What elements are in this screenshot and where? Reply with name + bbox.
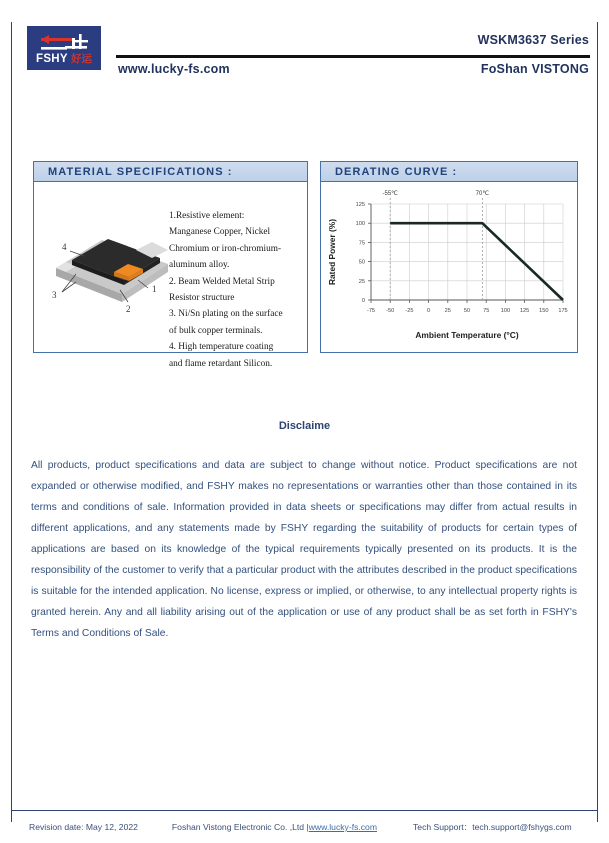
svg-text:2: 2 (126, 304, 131, 314)
svg-text:好运: 好运 (71, 53, 92, 65)
svg-text:100: 100 (500, 308, 511, 314)
svg-text:25: 25 (444, 308, 451, 314)
footer-support-email[interactable]: tech.support@fshygs.com (472, 822, 572, 832)
svg-text:70℃: 70℃ (475, 191, 490, 197)
derating-curve-panel (320, 161, 578, 353)
svg-text:Ambient Temperature (°C): Ambient Temperature (°C) (415, 330, 519, 340)
derating-panel-title: DERATING CURVE : (335, 165, 458, 178)
footer-website-link[interactable]: www.lucky-fs.com (308, 822, 377, 832)
footer-revision-date: Revision date: May 12, 2022 (29, 822, 138, 832)
resistor-3d-graphic (40, 206, 180, 326)
svg-text:-25: -25 (405, 308, 414, 314)
material-line: of bulk copper terminals. (169, 325, 263, 336)
svg-text:125: 125 (519, 308, 530, 314)
svg-text:100: 100 (355, 221, 365, 228)
footer-support-label: Tech Support： (413, 822, 473, 832)
svg-text:50: 50 (358, 259, 365, 266)
page-footer (11, 813, 598, 841)
material-line: Resistor structure (169, 293, 235, 304)
derating-panel-header (321, 162, 577, 182)
material-panel-body (34, 182, 307, 369)
material-specifications-panel (33, 161, 308, 369)
material-line: Manganese Copper, Nickel (169, 227, 271, 238)
svg-text:3: 3 (52, 290, 57, 300)
svg-text:0: 0 (361, 298, 365, 304)
fshy-logo (27, 26, 101, 70)
svg-text:1: 1 (152, 284, 157, 294)
footer-divider (11, 810, 598, 811)
material-line: 1.Resistive element: (169, 211, 245, 221)
material-line: 2. Beam Welded Metal Strip (169, 276, 275, 287)
logo-graphic (27, 26, 101, 70)
svg-text:FSHY: FSHY (36, 53, 68, 65)
resistor-illustration (40, 206, 180, 326)
svg-text:125: 125 (355, 202, 365, 208)
svg-text:50: 50 (463, 308, 471, 314)
derating-chart-svg (321, 182, 577, 352)
material-panel-header (34, 162, 307, 182)
material-line: Chromium or iron-chromium- (169, 243, 282, 254)
material-line: aluminum alloy. (169, 260, 230, 271)
page-header (0, 0, 609, 100)
derating-chart (321, 182, 577, 352)
material-panel-title: MATERIAL SPECIFICATIONS : (48, 165, 233, 178)
derating-panel-body (321, 182, 577, 352)
svg-text:Rated Power (%): Rated Power (%) (327, 218, 337, 286)
header-website: www.lucky-fs.com (118, 62, 230, 76)
material-text-block (169, 208, 305, 372)
header-company: FoShan VISTONG (480, 62, 589, 76)
material-line: 4. High temperature coating (169, 342, 274, 353)
svg-text:0: 0 (427, 308, 431, 314)
disclaimer-body: All products, product specifications and data are subject to change without notice. Product specifications are not expanded or otherwise modified, and FSHY makes no representations or warranties other than those contained in its terms and conditions of sale. Information provided in data sheets or specifications may differ from actual results in different applications, and any statements made by FSHY regarding the suitability of products for certain types of applications are based on its knowledge of the typical requirements typically presented on its products. It is the responsibility of the customer to verify that a particular product with the attributes described in the product specifications is suitable for the intended application. No license, express or implied, or otherwise, to any intellectual property rights is granted herein. Any and all liability arising out of the application or use of any product shall be as set forth in FSHY's Terms and Conditions of Sale. (31, 460, 577, 639)
svg-text:-50: -50 (386, 308, 395, 314)
svg-text:150: 150 (539, 308, 549, 314)
svg-text:-55℃: -55℃ (382, 191, 398, 197)
footer-company: Foshan Vistong Electronic Co. ,Ltd | (171, 822, 309, 832)
svg-text:25: 25 (358, 278, 365, 285)
svg-text:75: 75 (358, 240, 365, 247)
svg-text:75: 75 (483, 308, 490, 314)
material-line: 3. Ni/Sn plating on the surface (169, 309, 283, 320)
disclaimer-title: Disclaime (278, 420, 331, 432)
series-title: WSKM3637 Series (477, 33, 589, 47)
svg-text:-75: -75 (366, 308, 376, 314)
svg-text:175: 175 (558, 308, 568, 314)
material-line: and flame retardant Silicon. (169, 358, 273, 369)
svg-text:4: 4 (62, 242, 67, 252)
header-divider (116, 55, 590, 58)
